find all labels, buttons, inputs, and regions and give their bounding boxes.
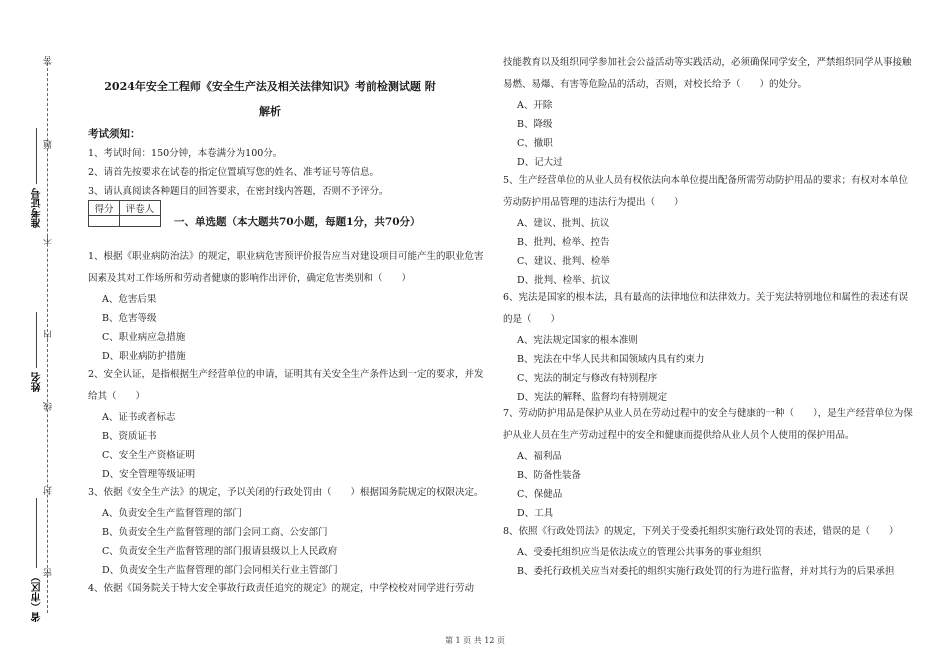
option[interactable]: C、撤职 (517, 138, 553, 149)
question-stem: 2、安全认证，是指根据生产经营单位的申请，证明其有关安全生产条件达到一定的要求，并发给其（ ） (88, 369, 484, 402)
option[interactable]: A、宪法规定国家的根本准则 (517, 335, 638, 346)
notice-item: 1、考试时间：150分钟，本卷满分为100分。 (88, 148, 283, 159)
option[interactable]: A、福利品 (517, 451, 562, 462)
question-3 (88, 482, 488, 580)
option[interactable]: C、职业病应急措施 (102, 332, 186, 343)
seal-char: 答 (44, 56, 54, 65)
option[interactable]: B、负责安全生产监督管理的部门会同工商、公安部门 (102, 527, 328, 538)
question-stem: 8、依照《行政处罚法》的规定，下列关于受委托组织实施行政处罚的表述，错误的是（ ） (503, 526, 899, 537)
name-line (36, 312, 37, 368)
option[interactable]: D、工具 (517, 508, 554, 519)
grader-cell[interactable] (120, 216, 161, 227)
seal-char: 不 (44, 236, 54, 245)
seal-char: 内 (44, 330, 54, 339)
score-cell[interactable] (89, 216, 120, 227)
option[interactable]: D、职业病防护措施 (102, 351, 186, 362)
option[interactable]: D、记大过 (517, 157, 563, 168)
seal-char: 题 (44, 140, 54, 149)
question-stem: 3、依据《安全生产法》的规定，予以关闭的行政处罚由（ ）根据国务院规定的权限决定。 (88, 487, 484, 498)
option[interactable]: C、负责安全生产监督管理的部门报请县级以上人民政府 (102, 546, 338, 557)
name-label: 姓名 (32, 372, 43, 392)
option[interactable]: D、宪法的解释、监督均有特别规定 (517, 392, 668, 403)
option[interactable]: B、委托行政机关应当对委托的组织实施行政处罚的行为进行监督，并对其行为的后果承担 (517, 566, 895, 577)
score-table (88, 200, 161, 227)
page-title: 2024年安全工程师《安全生产法及相关法律知识》考前检测试题 附解析 (104, 80, 436, 118)
question-stem: 5、生产经营单位的从业人员有权依法向本单位提出配备所需劳动防护用品的要求；有权对本单位劳动防护用品管理的违法行为提出（ ） (503, 175, 909, 208)
notice-list (88, 144, 488, 201)
province-line (36, 498, 37, 568)
notice-item: 2、请首先按要求在试卷的指定位置填写您的姓名、准考证号等信息。 (88, 167, 380, 178)
page-footer: 第 1 页 共 12 页 (445, 636, 505, 645)
question-stem: 技能教育以及组织同学参加社会公益活动等实践活动，必须确保同学安全，严禁组织同学从事接触易燃、易爆、有害等危险品的活动，否则，对校长给予（ ）的处分。 (503, 57, 912, 90)
notice-heading: 考试须知： (88, 128, 141, 140)
question-1 (88, 246, 488, 366)
score-label: 得分 (89, 201, 120, 216)
section-heading: 一、单选题（本大题共70小题，每题1分，共70分） (174, 216, 421, 228)
option[interactable]: D、安全管理等级证明 (102, 469, 196, 480)
question-8 (503, 521, 915, 581)
question-7 (503, 403, 915, 523)
grader-label: 评卷人 (120, 201, 161, 216)
question-6 (503, 287, 915, 407)
option[interactable]: B、危害等级 (102, 313, 157, 324)
option[interactable]: A、危害后果 (102, 294, 157, 305)
option[interactable]: B、宪法在中华人民共和国领域内具有约束力 (517, 354, 705, 365)
option[interactable]: B、防备性装备 (517, 470, 581, 481)
seal-char: 密 (44, 568, 54, 577)
option[interactable]: C、建议、批判、检举 (517, 256, 610, 267)
option[interactable]: D、批判、检举、抗议 (517, 275, 611, 286)
option[interactable]: B、降级 (517, 119, 553, 130)
binding-margin (0, 0, 75, 671)
option[interactable]: A、建议、批判、抗议 (517, 218, 610, 229)
option[interactable]: A、受委托组织应当是依法成立的管理公共事务的事业组织 (517, 547, 762, 558)
question-4-continued (503, 52, 915, 172)
question-stem: 6、宪法是国家的根本法，具有最高的法律地位和法律效力。关于宪法特别地位和属性的表述有误的是（ ） (503, 292, 909, 325)
option[interactable]: A、开除 (517, 100, 553, 111)
question-5 (503, 170, 915, 290)
question-stem: 4、依据《国务院关于特大安全事故行政责任追究的规定》的规定，中学校校对同学进行劳动 (88, 583, 475, 594)
question-2 (88, 364, 488, 484)
candidate-number-line (36, 128, 37, 184)
option[interactable]: B、批判、检举、控告 (517, 237, 610, 248)
question-stem: 7、劳动防护用品是保护从业人员在劳动过程中的安全与健康的一种（ ），是生产经营单位为保护从业人员在生产劳动过程中的安全和健康而提供给从业人员个人使用的保护用品。 (503, 408, 913, 441)
candidate-number-label: 准考证号 (32, 188, 43, 228)
option[interactable]: D、负责安全生产监督管理的部门会同相关行业主管部门 (102, 565, 338, 576)
option[interactable]: C、保健品 (517, 489, 563, 500)
option[interactable]: A、证书或者标志 (102, 412, 176, 423)
option[interactable]: B、资质证书 (102, 431, 157, 442)
province-label: 省（市区） (32, 572, 43, 622)
option[interactable]: A、负责安全生产监督管理的部门 (102, 508, 242, 519)
notice-item: 3、请认真阅读各种题目的回答要求，在密封线内答题，否则不予评分。 (88, 186, 389, 197)
option[interactable]: C、安全生产资格证明 (102, 450, 195, 461)
seal-char: 线 (44, 402, 54, 411)
seal-char: 封 (44, 486, 54, 495)
question-4 (88, 578, 488, 600)
question-stem: 1、根据《职业病防治法》的规定，职业病危害预评价报告应当对建设项目可能产生的职业危害因素及其对工作场所和劳动者健康的影响作出评价，确定危害类别和（ ） (88, 251, 484, 284)
option[interactable]: C、宪法的制定与修改有特别程序 (517, 373, 658, 384)
